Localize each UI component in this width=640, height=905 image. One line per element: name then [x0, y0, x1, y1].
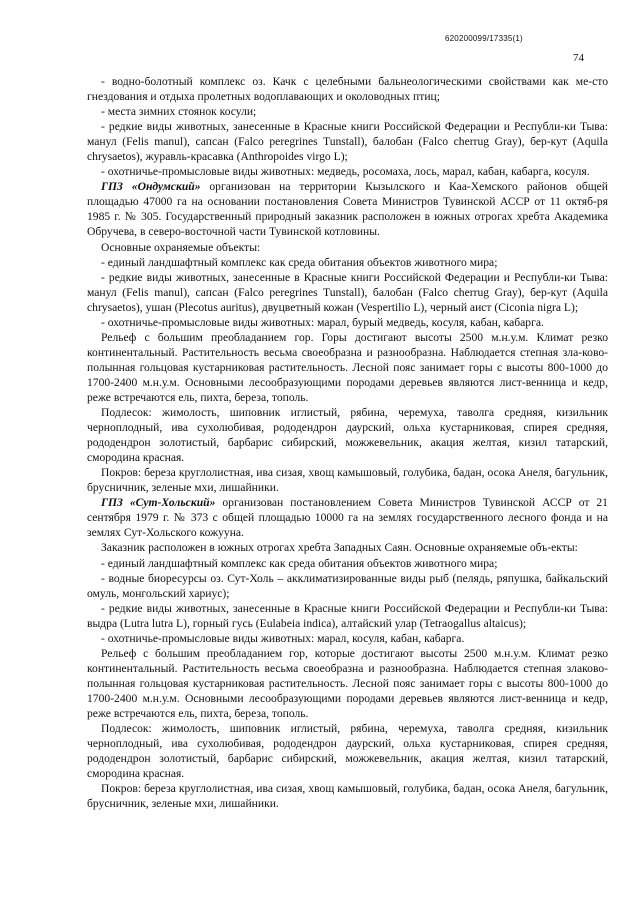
paragraph-text: - охотничье-промысловые виды животных: марал, бурый медведь, косуля, кабан, кабарга.	[101, 315, 544, 329]
paragraph	[87, 179, 608, 239]
paragraph-text: - единый ландшафтный комплекс как среда обитания объектов животного мира;	[101, 255, 498, 269]
paragraph	[87, 74, 608, 104]
paragraph	[87, 119, 608, 164]
paragraph-text: Подлесок: жимолость, шиповник иглистый, рябина, черемуха, таволга средняя, кизильник черноплодный, ива сухолюбивая, рододендрон даурский, ольха кустарниковая, спирея средняя, рододендрон золотистый, барбарис сибирский, можжевельник, акация желтая, кизил татарский, смородина красная.	[87, 406, 608, 465]
paragraph	[87, 495, 608, 540]
paragraph-text: Покров: береза круглолистная, ива сизая, хвощ камышовый, голубика, бадан, осока Анеля, багульник, брусничник, зеленые мхи, лишайники.	[87, 466, 608, 495]
paragraph-text: Покров: береза круглолистная, ива сизая, хвощ камышовый, голубика, бадан, осока Анеля, багульник, брусничник, зеленые мхи, лишайники.	[87, 782, 608, 811]
paragraph-text: организован на территории Кызылского и Каа-Хемского районов общей площадью 47000 га на основании постановления Совета Министров Тувинской АССР от 11 октяб-ря 1985 г. № 305. Государственный природный заказник расположен в южных отрогах хребта Академика Обручева, в северо-восточной части Тувинской котловины.	[87, 180, 608, 239]
paragraph-text: - единый ландшафтный комплекс как среда обитания объектов животного мира;	[101, 556, 498, 570]
paragraph-text: - редкие виды животных, занесенные в Красные книги Российской Федерации и Республи-ки Тыва: манул (Felis manul), сапсан (Falco peregrines Tunstall), балобан (Falco cherrug Gray), бер-кут (Aquila chrysaetos), журавль-красавка (Anthropoides virgo L);	[87, 120, 608, 164]
paragraph	[87, 721, 608, 781]
paragraph	[87, 164, 608, 179]
paragraph-lead: ГПЗ «Сут-Хольский»	[101, 496, 216, 510]
paragraph	[87, 104, 608, 119]
paragraph-text: Рельеф с большим преобладанием гор. Горы достигают высоты 2500 м.н.у.м. Климат резко континентальный. Растительность весьма своеобразна и разнообразна. Наблюдается степная зла-ково-полынная гольцовая кустарниковая растительность. Лесной пояс занимает горы с высоты 800-1000 до 1700-2400 м.н.у.м. Основными лесообразующими породами деревьев являются лист-венница и кедр, реже встречаются ель, пихта, береза, тополь.	[87, 330, 608, 404]
paragraph-text: организован постановлением Совета Министров Тувинской АССР от 21 сентября 1979 г. № 373 с общей площадью 10000 га на землях государственного лесного фонда и на землях Сут-Хольского кожууна.	[87, 496, 608, 540]
paragraph	[87, 465, 608, 495]
paragraph-text: - места зимних стоянок косули;	[101, 105, 257, 119]
paragraph	[87, 405, 608, 465]
paragraph	[87, 255, 608, 270]
paragraph-text: - водные биоресурсы оз. Сут-Холь – акклиматизированные виды рыб (пелядь, ряпушка, байкальский омуль, монгольский хариус);	[87, 571, 608, 600]
page-number: 74	[573, 52, 584, 64]
paragraph	[87, 315, 608, 330]
paragraph	[87, 631, 608, 646]
paragraph	[87, 601, 608, 631]
paragraph-lead: ГПЗ «Ондумский»	[101, 180, 201, 194]
document-body	[87, 74, 608, 811]
document-id: 620200099/17335(1)	[445, 34, 523, 43]
paragraph	[87, 330, 608, 405]
paragraph-text: Рельеф с большим преобладанием гор, которые достигают высоты 2500 м.н.у.м. Климат резко континентальный. Растительность весьма своеобразна и разнообразна. Наблюдается степная злаково-полынная гольцовая кустарниковая растительность. Лесной пояс занимает горы с высоты 800-1000 до 1700-2400 м.н.у.м. Основными лесообразующими породами деревьев являются лист-венница и кедр, реже встречаются ель, пихта, береза, тополь.	[87, 646, 608, 720]
paragraph	[87, 270, 608, 315]
paragraph-text: Основные охраняемые объекты:	[101, 240, 261, 254]
paragraph-text: - водно-болотный комплекс оз. Качк с целебными бальнеологическими свойствами как ме-сто гнездования и отдыха пролетных водоплавающих и околоводных птиц;	[87, 75, 608, 104]
paragraph-text: - редкие виды животных, занесенные в Красные книги Российской Федерации и Республи-ки Тыва: выдра (Lutra lutra L), горный гусь (Eulabeia indica), алтайский улар (Tetraogallus altaicus);	[87, 601, 608, 630]
paragraph	[87, 240, 608, 255]
paragraph-text: - охотничье-промысловые виды животных: марал, косуля, кабан, кабарга.	[101, 631, 465, 645]
paragraph	[87, 556, 608, 571]
paragraph-text: Заказник расположен в южных отрогах хребта Западных Саян. Основные охраняемые объ-екты:	[101, 541, 578, 555]
paragraph	[87, 540, 608, 555]
paragraph-text: Подлесок: жимолость, шиповник иглистый, рябина, черемуха, таволга средняя, кизильник черноплодный, ива сухолюбивая, рододендрон даурский, ольха кустарниковая, спирея средняя, рододендрон золотистый, барбарис сибирский, можжевельник, акация желтая, кизил татарский, смородина красная.	[87, 722, 608, 781]
paragraph	[87, 571, 608, 601]
paragraph	[87, 646, 608, 721]
paragraph	[87, 781, 608, 811]
paragraph-text: - редкие виды животных, занесенные в Красные книги Российской Федерации и Республи-ки Тыва: манул (Felis manul), сапсан (Falco peregrines Tunstall), балобан (Falco cherrug Gray), бер-кут (Aquila chrysaetos), ушан (Plecotus auritus), двуцветный кожан (Vespertilio L), черный аист (Ciconia nigra L);	[87, 270, 608, 314]
paragraph-text: - охотничье-промысловые виды животных: медведь, росомаха, лось, марал, кабан, кабарга, косуля.	[101, 165, 590, 179]
